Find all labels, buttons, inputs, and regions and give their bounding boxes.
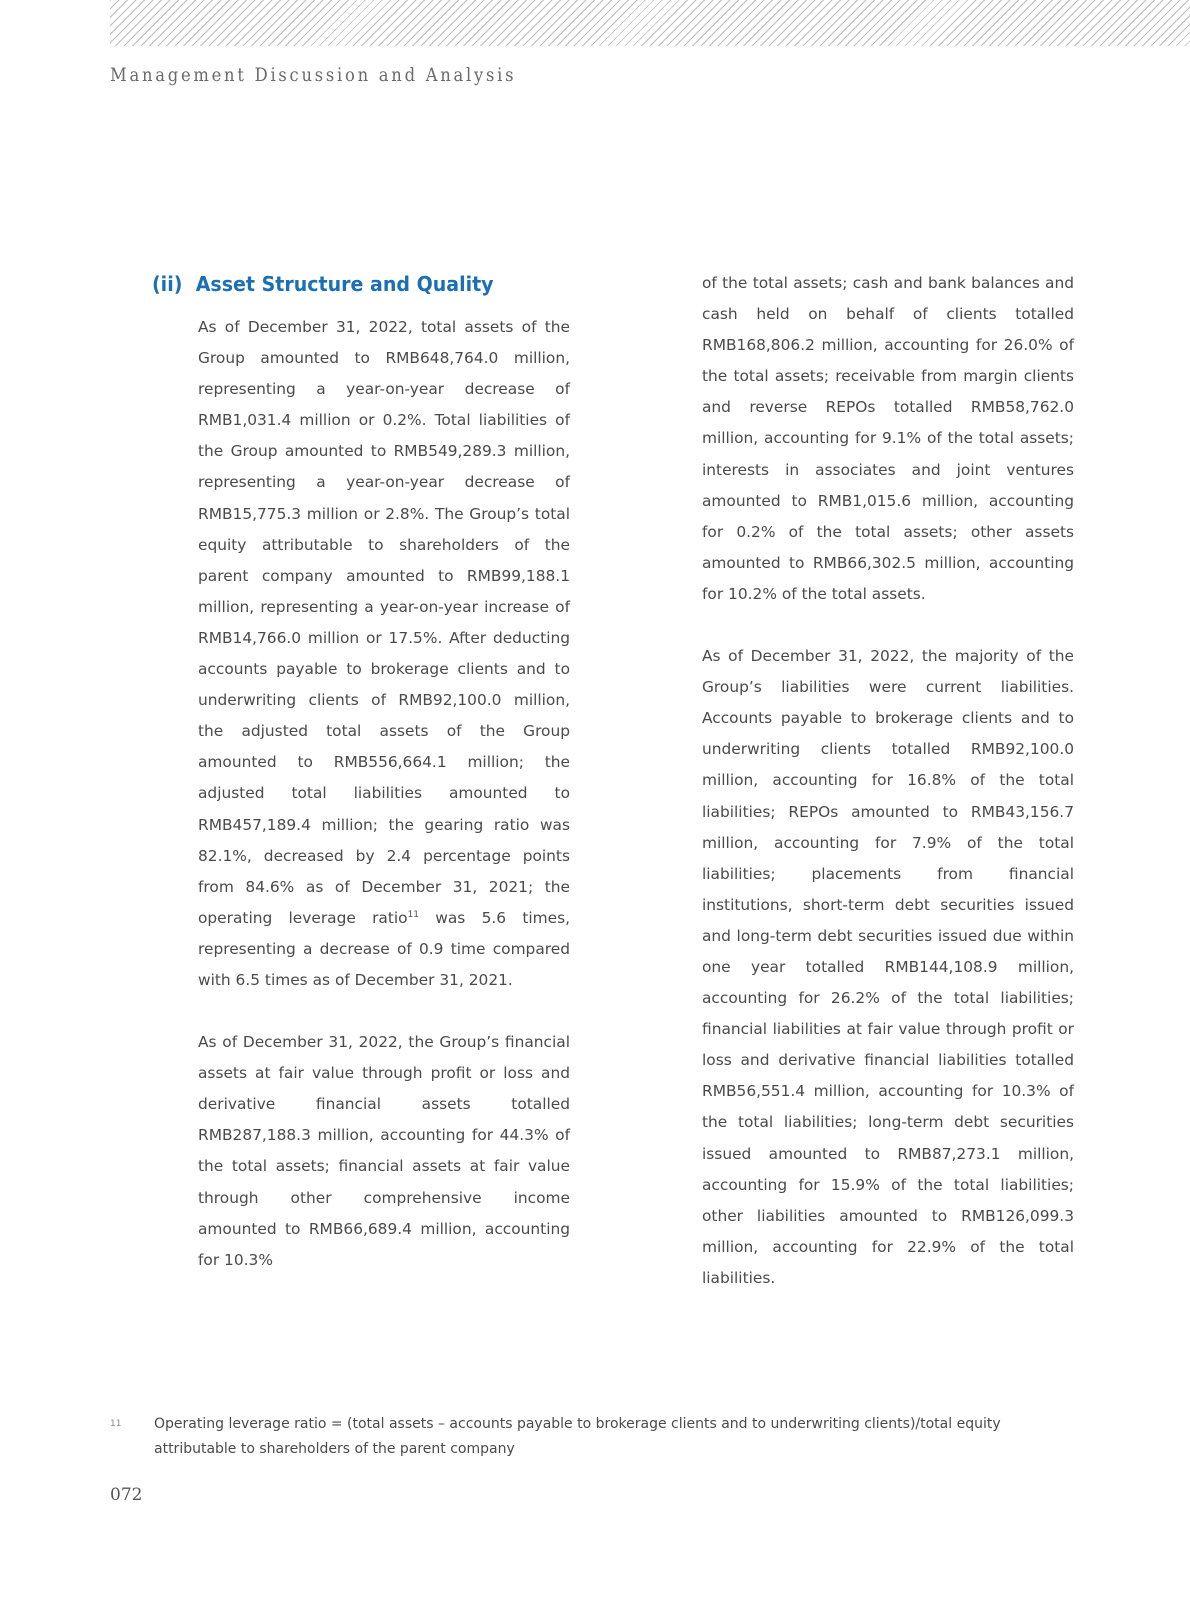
paragraph-total-assets xyxy=(198,312,570,996)
right-column xyxy=(702,268,1074,1294)
footnote-marker: 11 xyxy=(110,1419,122,1429)
section-title: Asset Structure and Quality xyxy=(195,272,494,296)
footnote xyxy=(110,1412,1075,1462)
running-header: Management Discussion and Analysis xyxy=(110,64,517,86)
footnote-text: Operating leverage ratio = (total assets – accounts payable to brokerage clients and to underwriting clients)/total equity attributable to shareholders of the parent company xyxy=(154,1416,1001,1457)
decorative-hatch-band xyxy=(110,0,1190,46)
paragraph-gap xyxy=(198,996,570,1027)
paragraph-liabilities: As of December 31, 2022, the majority of the Group’s liabilities were current liabilities. Accounts payable to brokerage clients and to underwriting clients totalled RMB92,100.0 million, accounting for 16.8% of the total liabilities; REPOs amounted to RMB43,156.7 million, accounting for 7.9% of the total liabilities; placements from financial institutions, short-term debt securities issued and long-term debt securities issued due within one year totalled RMB144,108.9 million, accounting for 26.2% of the total liabilities; financial liabilities at fair value through profit or loss and derivative financial liabilities totalled RMB56,551.4 million, accounting for 10.3% of the total liabilities; long-term debt securities issued amounted to RMB87,273.1 million, accounting for 15.9% of the total liabilities; other liabilities amounted to RMB126,099.3 million, accounting for 22.9% of the total liabilities. xyxy=(702,647,1074,1287)
paragraph-gap xyxy=(702,610,1074,641)
paragraph-text: As of December 31, 2022, total assets of the Group amounted to RMB648,764.0 million, representing a year-on-year decrease of RMB1,031.4 million or 0.2%. Total liabilities of the Group amounted to RMB549,289.3 million, representing a year-on-year decrease of RMB15,775.3 million or 2.8%. The Group’s total equity attributable to shareholders of the parent company amounted to RMB99,188.1 million, representing a year-on-year increase of RMB14,766.0 million or 17.5%. After deducting accounts payable to brokerage clients and to underwriting clients of RMB92,100.0 million, the adjusted total assets of the Group amounted to RMB556,664.1 million; the adjusted total liabilities amounted to RMB457,189.4 million; the gearing ratio was 82.1%, decreased by 2.4 percentage points from 84.6% as of December 31, 2021; the operating leverage ratio xyxy=(198,318,570,927)
paragraph-text-continued: was 5.6 times, representing a decrease of 0.9 time compared with 6.5 times as of December 31, 2021. xyxy=(198,908,571,989)
section-number: (ii) xyxy=(152,272,183,296)
footnote-reference: 11 xyxy=(407,909,420,920)
page-number: 072 xyxy=(110,1485,143,1505)
section-heading xyxy=(152,272,494,296)
left-column xyxy=(198,312,570,1276)
paragraph-financial-assets-continued: of the total assets; cash and bank balances and cash held on behalf of clients totalled RMB168,806.2 million, accounting for 26.0% of the total assets; receivable from margin clients and reverse REPOs totalled RMB58,762.0 million, accounting for 9.1% of the total assets; interests in associates and joint ventures amounted to RMB1,015.6 million, accounting for 0.2% of the total assets; other assets amounted to RMB66,302.5 million, accounting for 10.2% of the total assets. xyxy=(702,274,1074,603)
paragraph-financial-assets: As of December 31, 2022, the Group’s financial assets at fair value through profit or loss and derivative financial assets totalled RMB287,188.3 million, accounting for 44.3% of the total assets; financial assets at fair value through other comprehensive income amounted to RMB66,689.4 million, accounting for 10.3% xyxy=(198,1033,570,1269)
